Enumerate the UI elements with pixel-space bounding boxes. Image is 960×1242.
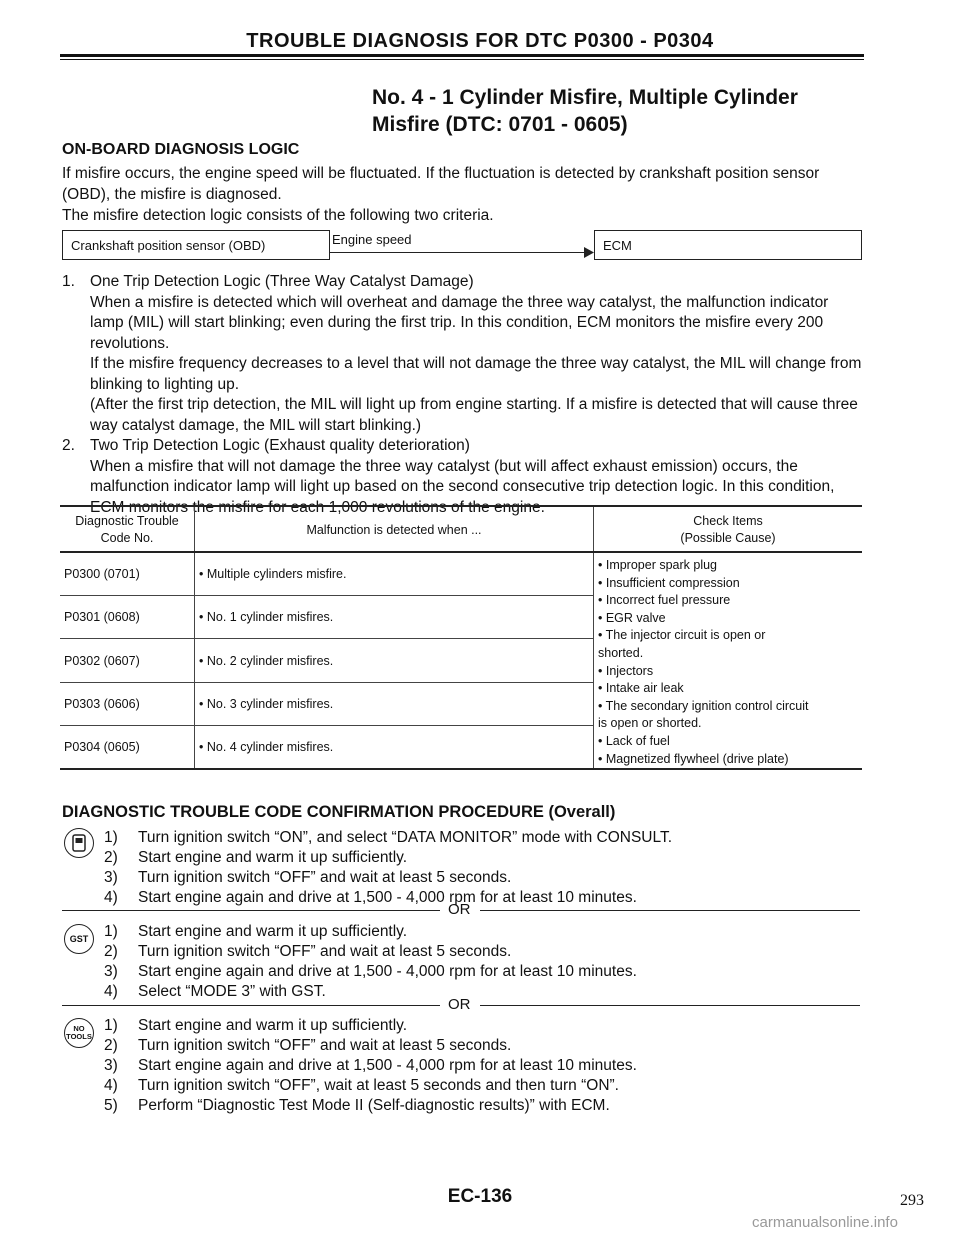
step (104, 1016, 864, 1036)
header-check-line2: (Possible Cause) (680, 531, 776, 545)
header-code (60, 506, 195, 552)
criteria-line: If the misfire frequency decreases to a level that will not damage the three way catalyst, the MIL will change from blinking to lighting up. (90, 355, 862, 393)
step-number: 3) (104, 869, 118, 886)
or-label: OR (448, 996, 471, 1013)
diagram-signal-label: Engine speed (332, 232, 412, 247)
header-rule (60, 54, 864, 57)
dtc-description: • No. 1 cylinder misfires. (195, 596, 594, 639)
step-text: Select “MODE 3” with GST. (138, 983, 326, 1000)
step-number: 1) (104, 923, 118, 940)
consult-steps (104, 828, 864, 908)
no-tools-icon: NO TOOLS (64, 1018, 94, 1048)
section-title: No. 4 - 1 Cylinder Misfire, Multiple Cylinder Misfire (DTC: 0701 - 0605) (372, 86, 798, 136)
step-text: Start engine again and drive at 1,500 - 4,000 rpm for at least 10 minutes. (138, 889, 637, 906)
diagram-ecm-box: ECM (594, 230, 862, 260)
check-item: • Intake air leak (598, 681, 684, 696)
step (104, 1096, 864, 1116)
step-number: 3) (104, 963, 118, 980)
step-text: Turn ignition switch “OFF”, wait at least 5 seconds and then turn “ON”. (138, 1077, 619, 1094)
dtc-code: P0302 (0607) (60, 639, 195, 682)
check-item: • The injector circuit is open or (598, 628, 766, 643)
step-text: Start engine again and drive at 1,500 - 4,000 rpm for at least 10 minutes. (138, 1057, 637, 1074)
step-text: Turn ignition switch “OFF” and wait at least 5 seconds. (138, 943, 512, 960)
criteria-line: One Trip Detection Logic (Three Way Catalyst Damage) (90, 273, 474, 290)
step (104, 868, 864, 888)
criteria-line: (After the first trip detection, the MIL will light up from engine starting. If a misfire is detected that will cause three way catalyst damage, the MIL will start blinking.) (90, 396, 858, 434)
step-number: 2) (104, 1037, 118, 1054)
header-check (594, 506, 863, 552)
no-tools-steps (104, 1016, 864, 1116)
step-text: Turn ignition switch “ON”, and select “DATA MONITOR” mode with CONSULT. (138, 829, 673, 846)
step-number: 2) (104, 943, 118, 960)
criteria-line: Two Trip Detection Logic (Exhaust quality deterioration) (90, 437, 470, 454)
onboard-paragraph: If misfire occurs, the engine speed will be fluctuated. If the fluctuation is detected by crankshaft position sensor (OBD), the misfire is diagnosed. (62, 165, 820, 203)
step-text: Perform “Diagnostic Test Mode II (Self-diagnostic results)” with ECM. (138, 1097, 610, 1114)
or-divider-left (62, 910, 440, 911)
dtc-description: • No. 3 cylinder misfires. (195, 682, 594, 725)
step-text: Start engine again and drive at 1,500 - 4,000 rpm for at least 10 minutes. (138, 963, 637, 980)
step-number: 4) (104, 983, 118, 1000)
step-text: Start engine and warm it up sufficiently. (138, 923, 408, 940)
or-divider-left (62, 1005, 440, 1006)
step-number: 5) (104, 1097, 118, 1114)
check-item: • Insufficient compression (598, 575, 740, 590)
step-text: Turn ignition switch “OFF” and wait at least 5 seconds. (138, 869, 512, 886)
step (104, 828, 864, 848)
step (104, 888, 864, 908)
step-number: 3) (104, 1057, 118, 1074)
consult-device-icon (72, 834, 86, 852)
consult-tool-icon (64, 828, 94, 858)
header-code-line1: Diagnostic Trouble (75, 514, 179, 528)
step (104, 1056, 864, 1076)
step-number: 1) (104, 829, 118, 846)
step-number: 4) (104, 1077, 118, 1094)
criteria-line: When a misfire is detected which will overheat and damage the three way catalyst, the malfunction indicator lamp (MIL) will start blinking; even during the first trip. In this condition, ECM monitors the misfire every 200 revolutions. (90, 293, 829, 352)
step-text: Turn ignition switch “OFF” and wait at least 5 seconds. (138, 1037, 512, 1054)
table-header-row (60, 506, 862, 552)
onboard-paragraph-2: The misfire detection logic consists of the following two criteria. (62, 207, 494, 224)
dtc-table (60, 505, 862, 770)
step-number: 1) (104, 1017, 118, 1034)
gst-tool-icon: GST (64, 924, 94, 954)
page-number: 293 (900, 1192, 924, 1209)
check-item: • Incorrect fuel pressure (598, 593, 731, 608)
step-number: 4) (104, 889, 118, 906)
step (104, 1036, 864, 1056)
criteria-line: When a misfire that will not damage the three way catalyst (but will affect exhaust emission) occurs, the malfunction indicator lamp will light up based on the second consecutive trip detection logic. In this condition, ECM monitors the misfire for each 1,000 revolutions of the engine. (90, 457, 835, 516)
step (104, 1076, 864, 1096)
step-text: Start engine and warm it up sufficiently. (138, 849, 408, 866)
criteria-number: 1. (62, 273, 75, 290)
dtc-code: P0300 (0701) (60, 552, 195, 596)
check-items (594, 552, 863, 769)
criteria-item-1 (62, 272, 862, 436)
header-malfunction: Malfunction is detected when ... (195, 506, 594, 552)
step (104, 982, 864, 1002)
or-divider-right (480, 910, 860, 911)
header-code-line2: Code No. (100, 531, 154, 545)
check-item: shorted. (598, 645, 644, 660)
dtc-description: • No. 2 cylinder misfires. (195, 639, 594, 682)
procedure-heading: DIAGNOSTIC TROUBLE CODE CONFIRMATION PROCEDURE (Overall) (62, 803, 616, 821)
table-row (60, 552, 862, 596)
detection-criteria-list (62, 272, 862, 518)
step-number: 2) (104, 849, 118, 866)
diagram-arrow-line (330, 252, 586, 253)
step (104, 848, 864, 868)
check-item: • The secondary ignition control circuit (598, 698, 809, 713)
watermark: carmanualsonline.info (752, 1214, 898, 1231)
dtc-code: P0304 (0605) (60, 725, 195, 769)
dtc-description: • No. 4 cylinder misfires. (195, 725, 594, 769)
dtc-code: P0301 (0608) (60, 596, 195, 639)
check-item: • EGR valve (598, 610, 666, 625)
diagram-sensor-box: Crankshaft position sensor (OBD) (62, 230, 330, 260)
check-item: • Improper spark plug (598, 558, 718, 572)
gst-steps (104, 922, 864, 1002)
diagram-arrow-icon (584, 247, 594, 258)
or-label: OR (448, 901, 471, 918)
header-rule-thin (60, 59, 864, 60)
check-item: • Magnetized flywheel (drive plate) (598, 751, 789, 766)
step (104, 922, 864, 942)
page-code: EC-136 (447, 1186, 513, 1207)
step (104, 962, 864, 982)
check-item: is open or shorted. (598, 716, 702, 731)
criteria-number: 2. (62, 437, 75, 454)
onboard-heading: ON-BOARD DIAGNOSIS LOGIC (62, 141, 300, 158)
step-text: Start engine and warm it up sufficiently. (138, 1017, 408, 1034)
check-item: • Injectors (598, 663, 654, 678)
header-check-line1: Check Items (693, 514, 763, 528)
check-item: • Lack of fuel (598, 733, 670, 748)
or-divider-right (480, 1005, 860, 1006)
step (104, 942, 864, 962)
dtc-code: P0303 (0606) (60, 682, 195, 725)
dtc-description: • Multiple cylinders misfire. (195, 552, 594, 596)
page-header-title: TROUBLE DIAGNOSIS FOR DTC P0300 - P0304 (246, 30, 714, 52)
